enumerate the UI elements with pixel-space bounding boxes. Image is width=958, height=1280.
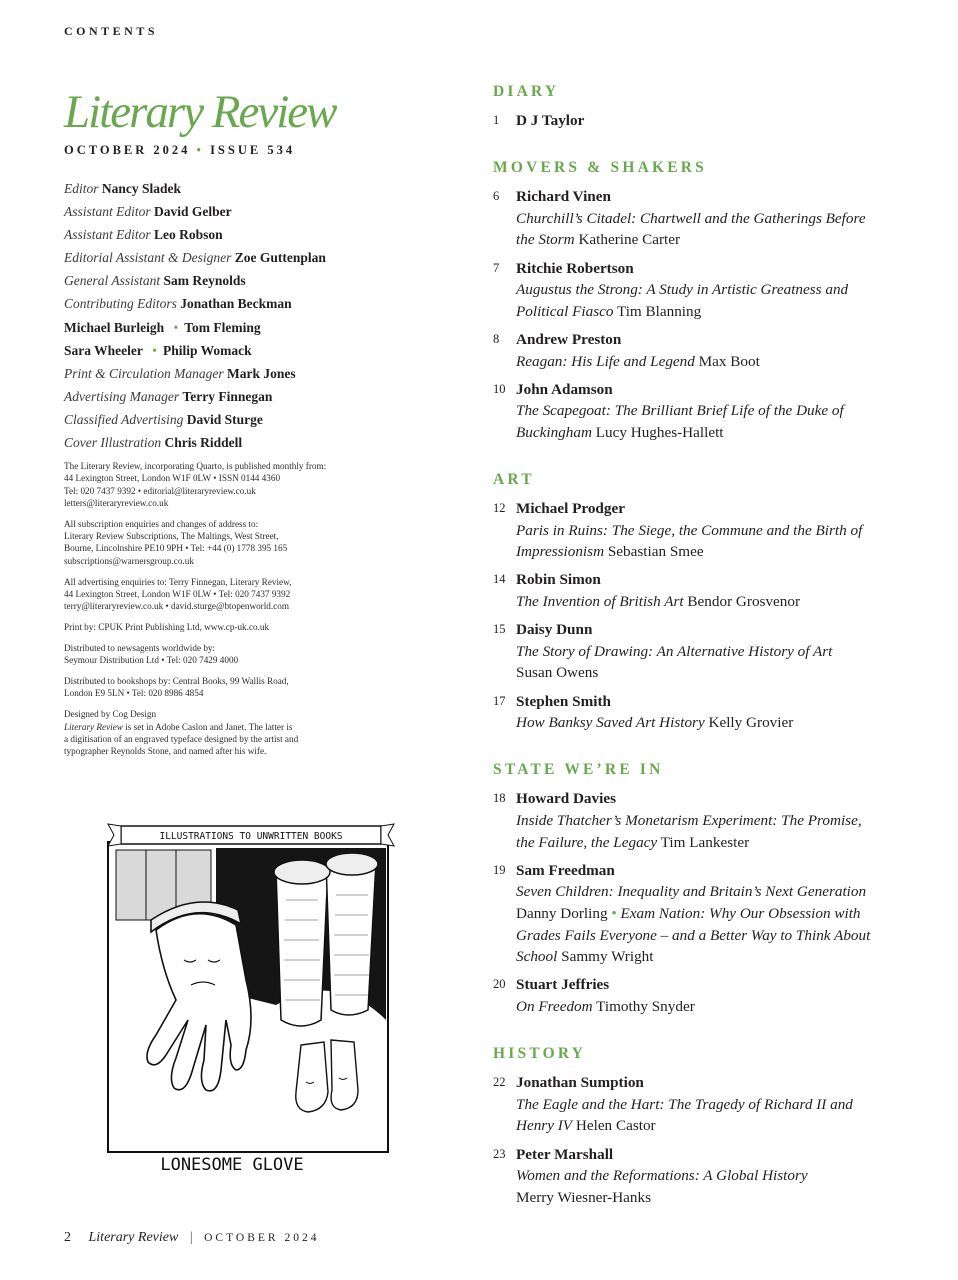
entry-page-number: 14 <box>493 572 506 587</box>
toc-entry <box>493 1072 913 1137</box>
book-author: Bendor Grosvenor <box>683 593 801 611</box>
staff-role: General Assistant <box>64 273 161 289</box>
advertising-info <box>64 576 384 613</box>
book-title: How Banksy Saved Art History <box>516 714 705 732</box>
staff-name: Chris Riddell <box>164 435 243 451</box>
entry-reviewer: Ritchie Robertson <box>516 259 634 277</box>
toc-entry <box>493 860 913 968</box>
staff-role: Editorial Assistant & Designer <box>64 250 232 266</box>
detail-line: Print by: CPUK Print Publishing Ltd, www.cp-uk.co.uk <box>64 622 270 633</box>
entry-book-line <box>516 1115 913 1137</box>
staff-row <box>64 246 394 269</box>
entry-page-number: 17 <box>493 693 506 708</box>
toc-entry <box>493 498 913 563</box>
staff-name: Leo Robson <box>154 227 223 243</box>
detail-line: terry@literaryreview.co.uk • david.sturge@btopenworld.com <box>64 601 290 612</box>
detail-line: Designed by Cog Design <box>64 709 157 720</box>
detail-line: Bourne, Lincolnshire PE10 9PH • Tel: +44 (0) 1778 395 165 <box>64 543 288 554</box>
staff-name: Sara Wheeler <box>64 342 143 358</box>
book-title: On Freedom <box>516 997 593 1015</box>
table-of-contents <box>493 82 913 1215</box>
issue-number: ISSUE 534 <box>210 143 296 157</box>
staff-row <box>64 408 394 431</box>
book-author: Lucy Hughes-Hallett <box>591 423 724 441</box>
print-info <box>64 621 384 633</box>
staff-role: Classified Advertising <box>64 411 184 427</box>
entry-book-line <box>516 422 913 444</box>
book-title: Exam Nation: Why Our Obsession with <box>620 904 861 922</box>
issue-line <box>64 143 295 158</box>
typeface-note <box>64 721 384 758</box>
entry-page-number: 18 <box>493 791 506 806</box>
section-heading: STATE WE’RE IN <box>493 761 664 779</box>
footer-title: Literary Review <box>88 1230 179 1245</box>
entry-book-line <box>516 810 913 832</box>
newsagent-distribution <box>64 642 384 667</box>
entry-page-number: 23 <box>493 1146 506 1161</box>
bookshop-distribution <box>64 675 384 700</box>
publication-details <box>64 460 384 766</box>
bullet-dot: • <box>607 904 621 922</box>
entry-reviewer: Daisy Dunn <box>516 621 593 639</box>
entry-book-line <box>516 229 913 251</box>
staff-role: Print & Circulation Manager <box>64 365 224 381</box>
entry-book-line <box>516 903 913 925</box>
toc-entry <box>493 1144 913 1209</box>
book-author: Tim Blanning <box>613 302 702 320</box>
entry-book-line <box>516 641 913 663</box>
staff-role: Contributing Editors <box>64 296 177 312</box>
book-title: Churchill’s Citadel: Chartwell and the Gatherings Before <box>516 209 866 227</box>
entry-reviewer: Sam Freedman <box>516 861 615 879</box>
book-title: Henry IV <box>516 1117 573 1135</box>
entry-book-line <box>516 1165 913 1187</box>
book-title: the Failure, the Legacy <box>516 833 658 851</box>
publisher-info <box>64 460 384 509</box>
staff-list <box>64 177 394 454</box>
staff-name: Zoe Guttenplan <box>234 250 326 266</box>
bullet-dot: • <box>173 319 179 335</box>
book-title: Impressionism <box>516 543 605 561</box>
staff-row <box>64 316 394 339</box>
contents-label: CONTENTS <box>64 24 159 38</box>
staff-role: Editor <box>64 181 99 196</box>
entry-book-line <box>516 996 913 1018</box>
book-author: Katherine Carter <box>574 231 681 249</box>
footer-date: OCTOBER 2024 <box>204 1232 320 1244</box>
cartoon-banner: ILLUSTRATIONS TO UNWRITTEN BOOKS <box>159 831 343 842</box>
book-author: Helen Castor <box>572 1117 656 1135</box>
entry-book-line <box>516 400 913 422</box>
entry-book-line <box>516 1094 913 1116</box>
entry-reviewer: John Adamson <box>516 380 613 398</box>
cartoon-illustration <box>96 820 406 1180</box>
entry-page-number: 12 <box>493 501 506 516</box>
book-title: Inside Thatcher’s Monetarism Experiment: The Promise, <box>516 812 862 829</box>
staff-name: David Sturge <box>186 411 263 427</box>
detail-line: a digitisation of an engraved typeface designed by the artist and <box>64 733 299 744</box>
entry-reviewer: Howard Davies <box>516 790 616 808</box>
entry-book-line <box>516 520 913 542</box>
book-title: Reagan: His Life and Legend <box>516 352 695 370</box>
staff-name: Michael Burleigh <box>64 319 165 335</box>
toc-entry <box>493 569 913 612</box>
entry-page-number: 10 <box>493 381 506 396</box>
staff-row <box>64 385 394 408</box>
staff-name: Nancy Sladek <box>101 181 182 196</box>
entry-page-number: 6 <box>493 189 500 204</box>
entry-reviewer: Robin Simon <box>516 571 601 589</box>
entry-book-line <box>516 662 913 684</box>
detail-line: London E9 5LN • Tel: 020 8986 4854 <box>64 688 204 699</box>
entry-reviewer: Stuart Jeffries <box>516 976 610 994</box>
detail-line: Distributed to bookshops by: Central Books, 99 Wallis Road, <box>64 676 289 687</box>
entry-book-line <box>516 832 913 854</box>
entry-book-line <box>516 351 913 373</box>
section-spacer <box>493 450 913 470</box>
entry-page-number: 8 <box>493 331 500 346</box>
detail-line: typographer Reynolds Stone, and named after his wife. <box>64 746 267 757</box>
entry-book-line <box>516 301 913 323</box>
staff-row <box>64 269 394 292</box>
entry-book-line <box>516 1187 913 1209</box>
detail-line: Tel: 020 7437 9392 • editorial@literaryreview.co.uk <box>64 485 256 496</box>
toc-entry <box>493 329 913 372</box>
staff-row <box>64 431 394 454</box>
book-title: The Invention of British Art <box>516 593 684 611</box>
detail-line: All subscription enquiries and changes of address to: <box>64 518 259 529</box>
book-author: Merry Wiesner-Hanks <box>516 1188 652 1206</box>
entry-page-number: 15 <box>493 622 506 637</box>
entry-book-line <box>516 712 913 734</box>
detail-line: subscriptions@warnersgroup.co.uk <box>64 555 194 566</box>
detail-line: letters@literaryreview.co.uk <box>64 497 169 508</box>
book-title: Seven Children: Inequality and Britain’s Next Generation <box>516 883 867 901</box>
toc-entry <box>493 788 913 853</box>
book-author: Max Boot <box>694 352 760 370</box>
staff-name: Terry Finnegan <box>182 388 273 404</box>
staff-role: Advertising Manager <box>64 388 180 404</box>
book-title: Buckingham <box>516 423 592 441</box>
entry-reviewer: Michael Prodger <box>516 500 625 518</box>
book-author: Danny Dorling <box>516 904 608 922</box>
entry-book-line <box>516 541 913 563</box>
staff-row <box>64 223 394 246</box>
bullet-dot: • <box>196 143 204 157</box>
entry-page-number: 22 <box>493 1075 506 1090</box>
book-title: Paris in Ruins: The Siege, the Commune and the Birth of <box>516 521 863 539</box>
staff-name: Sam Reynolds <box>163 273 246 289</box>
detail-line: is set in Adobe Caslon and Janet. The latter is <box>122 721 293 732</box>
toc-entry <box>493 258 913 323</box>
staff-name: Jonathan Beckman <box>180 296 292 312</box>
book-title: The Story of Drawing: An Alternative History of Art <box>516 642 833 660</box>
staff-name: Mark Jones <box>227 365 296 381</box>
entry-book-line <box>516 591 913 613</box>
detail-line: Literary Review Subscriptions, The Maltings, West Street, <box>64 531 279 542</box>
detail-line: Distributed to newsagents worldwide by: <box>64 642 216 653</box>
book-title: The Scapegoat: The Brilliant Brief Life of the Duke of <box>516 402 844 420</box>
book-title: Grades Fails Everyone – and a Better Way to Think About <box>516 926 871 944</box>
entry-reviewer: Andrew Preston <box>516 330 622 348</box>
detail-line: The Literary Review, incorporating Quarto, is published monthly from: <box>64 461 327 471</box>
book-author: Timothy Snyder <box>592 997 695 1015</box>
entry-reviewer: Stephen Smith <box>516 692 611 710</box>
staff-row <box>64 362 394 385</box>
toc-entry <box>493 379 913 444</box>
entry-book-line <box>516 881 913 903</box>
book-title: the Storm <box>516 231 575 249</box>
section-heading: ART <box>493 471 535 489</box>
masthead-title: Literary Review <box>64 86 336 138</box>
book-title: School <box>516 948 558 966</box>
entry-reviewer: Jonathan Sumption <box>516 1074 644 1092</box>
issue-date: OCTOBER 2024 <box>64 143 191 157</box>
toc-entry <box>493 186 913 251</box>
detail-line: 44 Lexington Street, London W1F 0LW • ISSN 0144 4360 <box>64 473 281 484</box>
section-spacer <box>493 138 913 158</box>
entry-page-number: 1 <box>493 113 500 127</box>
section-spacer <box>493 740 913 760</box>
cartoon-caption: LONESOME GLOVE <box>160 1155 304 1175</box>
typeface-note-title: Literary Review <box>64 721 123 732</box>
toc-entry <box>493 974 913 1017</box>
design-credit <box>64 708 384 720</box>
entry-reviewer: Richard Vinen <box>516 188 611 206</box>
staff-row <box>64 177 394 200</box>
footer-divider: | <box>189 1230 193 1245</box>
book-title: Women and the Reformations: A Global History <box>516 1167 808 1185</box>
book-title: Augustus the Strong: A Study in Artistic Greatness and <box>516 281 849 299</box>
book-author: Kelly Grovier <box>704 714 794 732</box>
staff-name: Tom Fleming <box>184 319 261 335</box>
staff-row <box>64 339 394 362</box>
detail-line: All advertising enquiries to: Terry Finnegan, Literary Review, <box>64 576 292 587</box>
staff-role: Assistant Editor <box>64 227 151 243</box>
staff-name: Philip Womack <box>162 342 252 358</box>
toc-entry <box>493 691 913 734</box>
entry-page-number: 20 <box>493 977 506 992</box>
section-spacer <box>493 1024 913 1044</box>
toc-entry <box>493 619 913 684</box>
staff-role: Cover Illustration <box>64 435 162 451</box>
entry-book-line <box>516 925 913 947</box>
toc-entry <box>493 110 913 132</box>
entry-page-number: 7 <box>493 260 500 275</box>
staff-role: Assistant Editor <box>64 204 151 220</box>
detail-line: 44 Lexington Street, London W1F 0LW • Tel: 020 7437 9392 <box>64 588 291 599</box>
bullet-dot: • <box>152 342 157 358</box>
staff-row <box>64 292 394 315</box>
entry-book-line <box>516 208 913 230</box>
section-heading: HISTORY <box>493 1045 587 1063</box>
entry-page-number: 19 <box>493 862 506 877</box>
entry-book-line <box>516 279 913 301</box>
staff-row <box>64 200 394 223</box>
book-author: Sebastian Smee <box>604 543 704 561</box>
section-heading: DIARY <box>493 83 560 100</box>
book-author: Tim Lankester <box>657 833 750 851</box>
section-heading: MOVERS & SHAKERS <box>493 159 707 177</box>
book-title: The Eagle and the Hart: The Tragedy of Richard II and <box>516 1095 853 1113</box>
entry-reviewer: D J Taylor <box>516 112 585 129</box>
book-author: Sammy Wright <box>557 948 654 966</box>
book-title: Political Fiasco <box>516 302 614 320</box>
subscription-info <box>64 518 384 567</box>
detail-line: Seymour Distribution Ltd • Tel: 020 7429 4000 <box>64 655 239 666</box>
staff-name: David Gelber <box>154 204 232 220</box>
page-footer <box>64 1230 319 1246</box>
page-number: 2 <box>64 1230 71 1245</box>
entry-book-line <box>516 946 913 968</box>
book-author: Susan Owens <box>516 664 599 682</box>
entry-reviewer: Peter Marshall <box>516 1145 614 1163</box>
